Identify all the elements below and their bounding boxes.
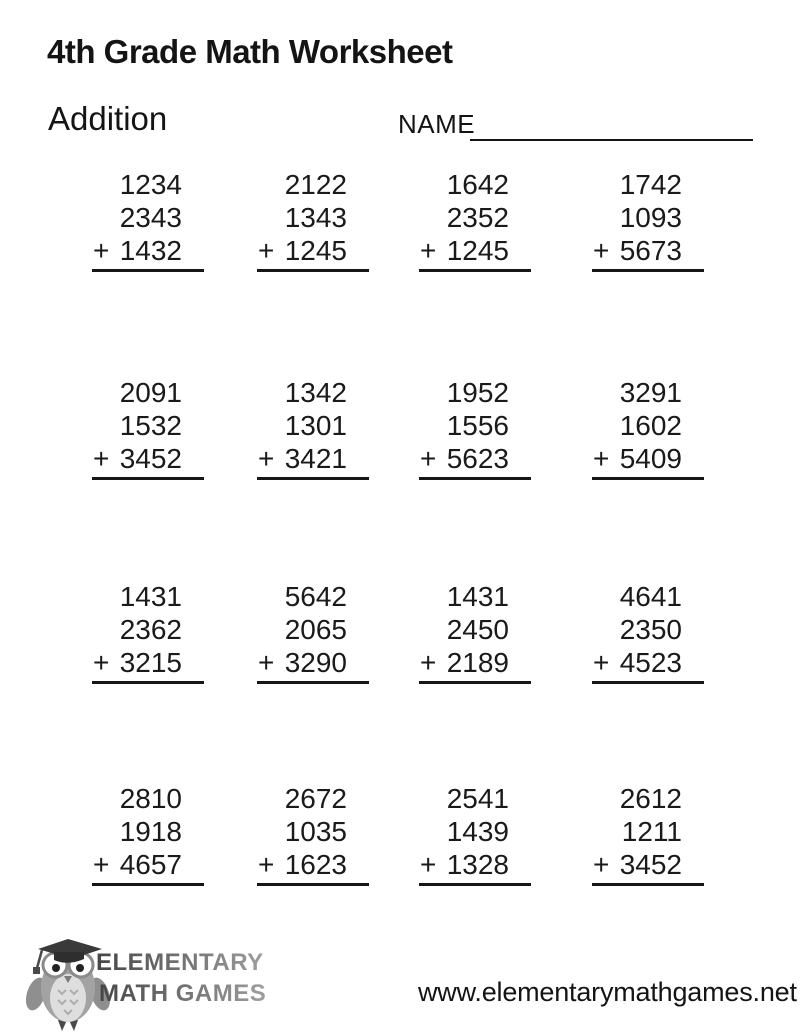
addend-row bbox=[257, 442, 347, 475]
addend-3: 5623 bbox=[446, 443, 509, 474]
plus-sign: + bbox=[420, 443, 437, 474]
addend-3: 1328 bbox=[446, 849, 509, 880]
addend-2: 1093 bbox=[619, 202, 682, 233]
addition-problem bbox=[419, 580, 531, 684]
addend-2: 1301 bbox=[284, 410, 347, 441]
plus-sign: + bbox=[258, 235, 275, 266]
addend-1: 2810 bbox=[119, 783, 182, 814]
addend-3: 3452 bbox=[119, 443, 182, 474]
addend-row bbox=[419, 442, 509, 475]
addition-problem bbox=[257, 580, 369, 684]
plus-sign: + bbox=[593, 443, 610, 474]
plus-sign: + bbox=[93, 647, 110, 678]
addend-3: 1623 bbox=[284, 849, 347, 880]
addend-2: 1439 bbox=[446, 816, 509, 847]
logo-wordmark bbox=[96, 951, 266, 1006]
addend-row bbox=[592, 646, 682, 679]
addend-1: 1342 bbox=[284, 377, 347, 408]
addend-3: 2189 bbox=[446, 647, 509, 678]
plus-sign: + bbox=[420, 647, 437, 678]
addition-problem bbox=[257, 376, 369, 480]
plus-sign: + bbox=[93, 849, 110, 880]
addend-1: 1742 bbox=[619, 169, 682, 200]
addition-problem bbox=[592, 782, 704, 886]
addend-3: 1245 bbox=[284, 235, 347, 266]
addend-2: 2350 bbox=[619, 614, 682, 645]
addend-2: 1211 bbox=[621, 816, 682, 847]
addend-row bbox=[92, 234, 182, 267]
addition-problem bbox=[257, 168, 369, 272]
addend-2: 2065 bbox=[284, 614, 347, 645]
plus-sign: + bbox=[93, 443, 110, 474]
addend-3: 1432 bbox=[119, 235, 182, 266]
addend-1: 1952 bbox=[446, 377, 509, 408]
addend-2: 2352 bbox=[446, 202, 509, 233]
addition-problem bbox=[419, 782, 531, 886]
plus-sign: + bbox=[420, 235, 437, 266]
addition-problem bbox=[419, 168, 531, 272]
addition-problem bbox=[92, 580, 204, 684]
addend-row bbox=[592, 848, 682, 881]
addend-1: 1431 bbox=[446, 581, 509, 612]
addend-1: 2091 bbox=[119, 377, 182, 408]
addend-2: 2343 bbox=[119, 202, 182, 233]
addition-problem bbox=[592, 376, 704, 480]
plus-sign: + bbox=[258, 849, 275, 880]
addend-2: 2450 bbox=[446, 614, 509, 645]
addend-2: 1602 bbox=[619, 410, 682, 441]
plus-sign: + bbox=[593, 849, 610, 880]
addition-problem bbox=[257, 782, 369, 886]
addend-row bbox=[92, 442, 182, 475]
addend-2: 1035 bbox=[284, 816, 347, 847]
plus-sign: + bbox=[593, 235, 610, 266]
addend-3: 1245 bbox=[446, 235, 509, 266]
addition-problem bbox=[92, 168, 204, 272]
page-title: 4th Grade Math Worksheet bbox=[47, 33, 453, 70]
logo-line-1: ELEMENTARY bbox=[96, 951, 266, 975]
addend-1: 1642 bbox=[446, 169, 509, 200]
addend-1: 2122 bbox=[284, 169, 347, 200]
addend-2: 1343 bbox=[284, 202, 347, 233]
addend-1: 2541 bbox=[446, 783, 509, 814]
website-url: www.elementarymathgames.net bbox=[418, 977, 797, 1007]
addend-row bbox=[92, 848, 182, 881]
plus-sign: + bbox=[420, 849, 437, 880]
addend-1: 1234 bbox=[119, 169, 182, 200]
addend-1: 1431 bbox=[119, 581, 182, 612]
addend-3: 4657 bbox=[119, 849, 182, 880]
addend-3: 3215 bbox=[119, 647, 182, 678]
addend-3: 3452 bbox=[619, 849, 682, 880]
plus-sign: + bbox=[593, 647, 610, 678]
name-label: NAME bbox=[398, 109, 476, 139]
addend-2: 1556 bbox=[446, 410, 509, 441]
addend-3: 4523 bbox=[619, 647, 682, 678]
addend-1: 2612 bbox=[619, 783, 682, 814]
addend-1: 2672 bbox=[284, 783, 347, 814]
addend-3: 3421 bbox=[284, 443, 347, 474]
addition-problem bbox=[92, 782, 204, 886]
addend-3: 5673 bbox=[619, 235, 682, 266]
addition-problem bbox=[419, 376, 531, 480]
addend-row bbox=[419, 848, 509, 881]
addend-row bbox=[92, 646, 182, 679]
addition-problem bbox=[592, 168, 704, 272]
plus-sign: + bbox=[258, 443, 275, 474]
addend-1: 4641 bbox=[619, 581, 682, 612]
logo-line-2: MATH GAMES bbox=[99, 980, 267, 1007]
addend-row bbox=[592, 234, 682, 267]
addend-row bbox=[257, 234, 347, 267]
plus-sign: + bbox=[93, 235, 110, 266]
addend-3: 3290 bbox=[284, 647, 347, 678]
addend-2: 1532 bbox=[119, 410, 182, 441]
addend-2: 2362 bbox=[119, 614, 182, 645]
addend-2: 1918 bbox=[119, 816, 182, 847]
addend-row bbox=[419, 234, 509, 267]
addend-1: 3291 bbox=[619, 377, 682, 408]
addition-problem bbox=[592, 580, 704, 684]
section-label: Addition bbox=[48, 100, 168, 137]
addend-row bbox=[257, 848, 347, 881]
addend-row bbox=[419, 646, 509, 679]
addend-row bbox=[257, 646, 347, 679]
addition-problem bbox=[92, 376, 204, 480]
addend-1: 5642 bbox=[284, 581, 347, 612]
plus-sign: + bbox=[258, 647, 275, 678]
addend-row bbox=[592, 442, 682, 475]
addend-3: 5409 bbox=[619, 443, 682, 474]
